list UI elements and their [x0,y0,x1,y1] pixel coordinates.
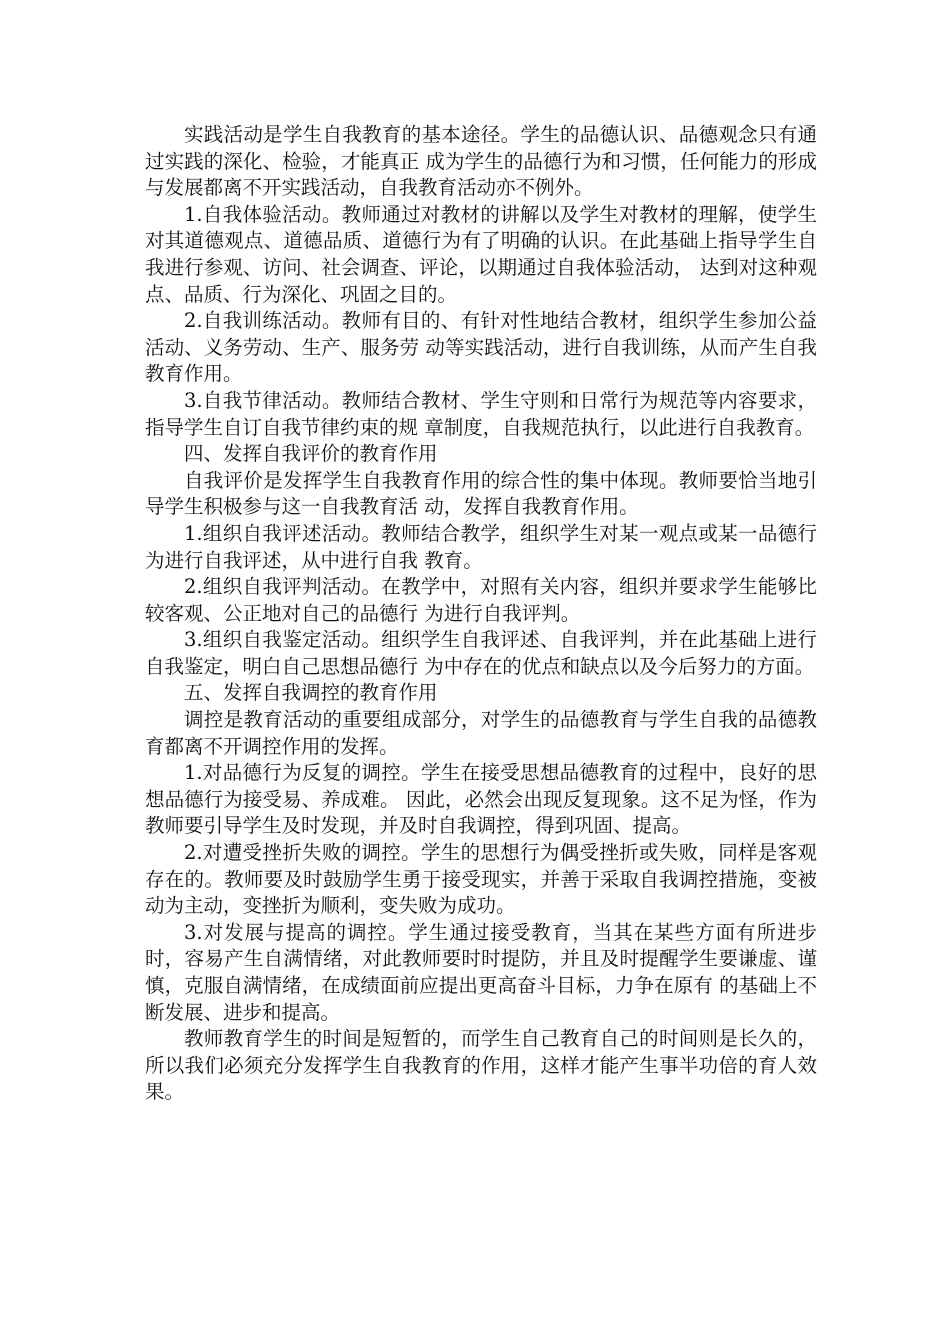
document-body [145,122,817,1106]
body-paragraph: 2.自我训练活动。教师有目的、有针对性地结合教材，组织学生参加公益活动、义务劳动、生产、服务劳 动等实践活动，进行自我训练，从而产生自我教育作用。 [145,309,817,386]
section-heading: 五、发挥自我调控的教育作用 [184,681,438,705]
body-paragraph: 3.自我节律活动。教师结合教材、学生守则和日常行为规范等内容要求，指导学生自订自我节律约束的规 章制度，自我规范执行，以此进行自我教育。 [145,388,817,439]
body-paragraph: 2.组织自我评判活动。在教学中，对照有关内容，组织并要求学生能够比较客观、公正地对自己的品德行 为进行自我评判。 [145,575,817,625]
body-paragraph: 2.对遭受挫折失败的调控。学生的思想行为偶受挫折或失败，同样是客观存在的。教师要及时鼓励学生勇于接受现实，并善于采取自我调控措施，变被动为主动，变挫折为顺利，变失败为成功。 [145,841,817,918]
body-paragraph: 调控是教育活动的重要组成部分，对学生的品德教育与学生自我的品德教育都离不开调控作用的发挥。 [145,708,817,758]
body-paragraph: 实践活动是学生自我教育的基本途径。学生的品德认识、品德观念只有通过实践的深化、检验，才能真正 成为学生的品德行为和习惯，任何能力的形成与发展都离不开实践活动，自我教育活动亦不例外。 [145,123,817,200]
body-paragraph: 1.对品德行为反复的调控。学生在接受思想品德教育的过程中，良好的思想品德行为接受易、养成难。 因此，必然会出现反复现象。这不足为怪，作为教师要引导学生及时发现，并及时自我调控，得到巩固、提高。 [145,761,817,838]
body-paragraph: 1.组织自我评述活动。教师结合教学，组织学生对某一观点或某一品德行为进行自我评述，从中进行自我 教育。 [145,521,817,572]
body-paragraph: 自我评价是发挥学生自我教育作用的综合性的集中体现。教师要恰当地引导学生积极参与这一自我教育活 动，发挥自我教育作用。 [145,468,817,519]
section-heading: 四、发挥自我评价的教育作用 [184,442,438,466]
closing-paragraph: 教师教育学生的时间是短暂的，而学生自己教育自己的时间则是长久的，所以我们必须充分发挥学生自我教育的作用，这样才能产生事半功倍的育人效果。 [145,1027,817,1104]
body-paragraph: 1.自我体验活动。教师通过对教材的讲解以及学生对教材的理解，使学生对其道德观点、道德品质、道德行为有了明确的认识。在此基础上指导学生自我进行参观、访问、社会调查、评论，以期通过自我体验活动， 达到对这种观点、品质、行为深化、巩固之目的。 [145,202,817,306]
body-paragraph: 3.组织自我鉴定活动。组织学生自我评述、自我评判，并在此基础上进行自我鉴定，明白自己思想品德行 为中存在的优点和缺点以及今后努力的方面。 [145,628,817,678]
body-paragraph: 3.对发展与提高的调控。学生通过接受教育，当其在某些方面有所进步时，容易产生自满情绪，对此教师要时时提防，并且及时提醒学生要谦虚、谨慎，克服自满情绪，在成绩面前应提出更高奋斗目标，力争在原有 的基础上不断发展、进步和提高。 [145,920,817,1024]
